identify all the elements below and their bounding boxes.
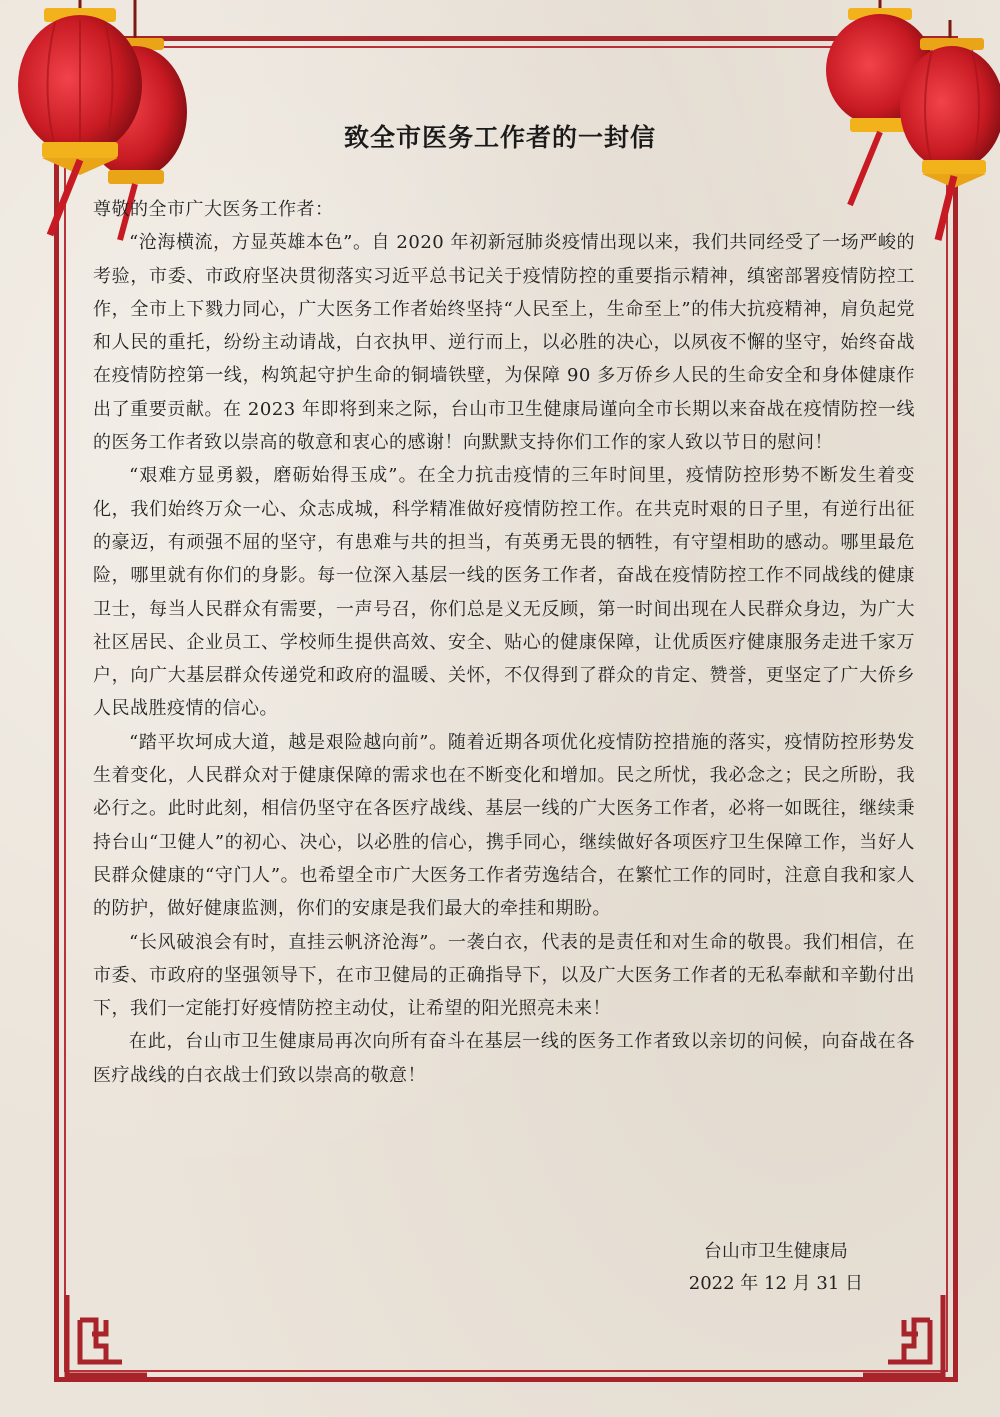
corner-ornament-icon xyxy=(858,1290,948,1380)
signature: 台山市卫生健康局 xyxy=(703,1241,848,1262)
salutation: 尊敬的全市广大医务工作者： xyxy=(93,199,334,220)
paragraph: “艰难方显勇毅，磨砺始得玉成”。在全力抗击疫情的三年时间里，疫情防控形势不断发生着变化，我们始终万众一心、众志成城，科学精准做好疫情防控工作。在共克时艰的日子里，有逆行出征的豪迈，有顽强不屈的坚守，有患难与共的担当，有英勇无畏的牺牲，有守望相助的感动。哪里最危险，哪里就有你们的身影。每一位深入基层一线的医务工作者，奋战在疫情防控工作不同战线的健康卫士，每当人民群众有需要，一声号召，你们总是义无反顾，第一时间出现在人民群众身边，为广大社区居民、企业员工、学校师生提供高效、安全、贴心的健康保障，让优质医疗健康服务走进千家万户，向广大基层群众传递党和政府的温暖、关怀，不仅得到了群众的肯定、赞誉，更坚定了广大侨乡人民战胜疫情的信心。 xyxy=(93,465,915,720)
paragraph: “沧海横流，方显英雄本色”。自 2020 年初新冠肺炎疫情出现以来，我们共同经受了一场严峻的考验，市委、市政府坚决贯彻落实习近平总书记关于疫情防控的重要指示精神，缜密部署疫情防控工作，全市上下戮力同心，广大医务工作者始终坚持“人民至上，生命至上”的伟大抗疫精神，肩负起党和人民的重托，纷纷主动请战，白衣执甲、逆行而上，以必胜的决心，以夙夜不懈的坚守，始终奋战在疫情防控第一线，构筑起守护生命的铜墙铁壁，为保障 90 多万侨乡人民的生命安全和身体健康作出了重要贡献。在 2023 年即将到来之际，台山市卫生健康局谨向全市长期以来奋战在疫情防控一线的医务工作者致以崇高的敬意和衷心的感谢！向默默支持你们工作的家人致以节日的慰问！ xyxy=(93,232,915,454)
letter-title: 致全市医务工作者的一封信 xyxy=(343,123,656,152)
paragraph: 在此，台山市卫生健康局再次向所有奋斗在基层一线的医务工作者致以亲切的问候，向奋战在各医疗战线的白衣战士们致以崇高的敬意！ xyxy=(93,1031,915,1086)
date: 2022 年 12 月 31 日 xyxy=(688,1273,863,1294)
corner-ornament-icon xyxy=(62,1290,152,1380)
letter-body xyxy=(93,193,915,1092)
paragraph: “踏平坎坷成大道，越是艰险越向前”。随着近期各项优化疫情防控措施的落实，疫情防控形势发生着变化，人民群众对于健康保障的需求也在不断变化和增加。民之所忧，我必念之；民之所盼，我必行之。此时此刻，相信仍坚守在各医疗战线、基层一线的广大医务工作者，必将一如既往，继续秉持台山“卫健人”的初心、决心，以必胜的信心，携手同心，继续做好各项医疗卫生保障工作，当好人民群众健康的“守门人”。也希望全市广大医务工作者劳逸结合，在繁忙工作的同时，注意自我和家人的防护，做好健康监测，你们的安康是我们最大的牵挂和期盼。 xyxy=(93,731,915,920)
signoff-block xyxy=(689,1236,863,1300)
paragraph: “长风破浪会有时，直挂云帆济沧海”。一袭白衣，代表的是责任和对生命的敬畏。我们相信，在市委、市政府的坚强领导下，在市卫健局的正确指导下，以及广大医务工作者的无私奉献和辛勤付出下，我们一定能打好疫情防控主动仗，让希望的阳光照亮未来！ xyxy=(93,931,915,1020)
